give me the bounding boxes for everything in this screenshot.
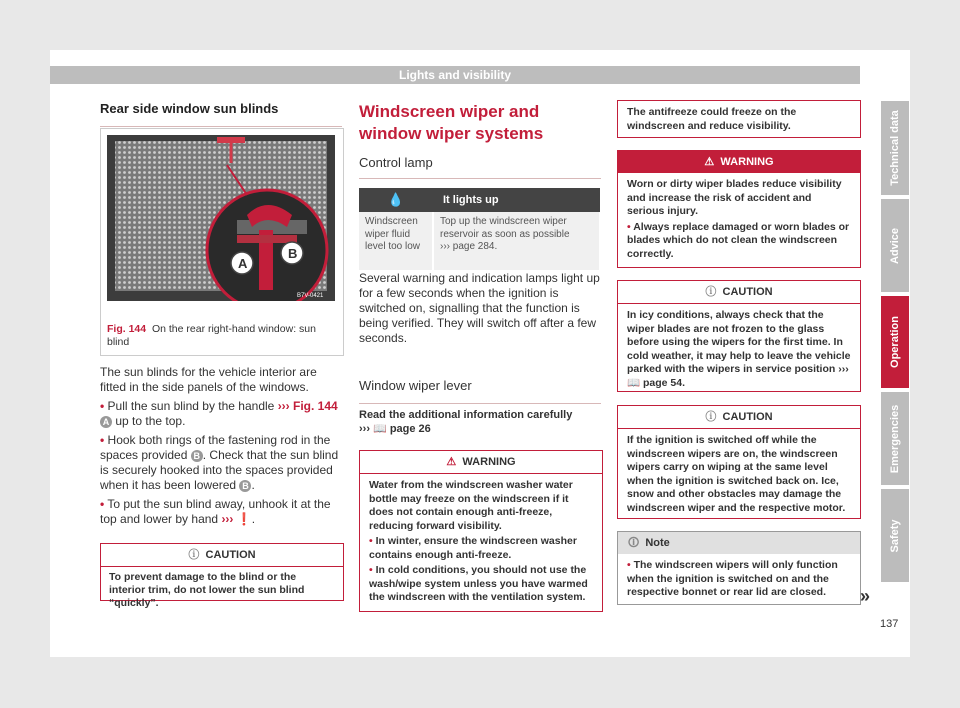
table-header-it-lights-up: It lights up: [433, 188, 600, 212]
sun-blinds-heading: Rear side window sun blinds: [100, 101, 279, 116]
antifreeze-text: The antifreeze could freeze on the windscreen and reduce visibility.: [627, 106, 797, 132]
intro-paragraph: The sun blinds for the vehicle interior are fitted in the side panels of the windows.: [100, 365, 317, 394]
figure-label-a: A: [238, 256, 248, 271]
section-title: Lights and visibility: [398, 68, 511, 82]
page-number: 137: [880, 618, 899, 630]
wiper-title: Windscreen wiper and window wiper systems: [359, 102, 544, 143]
tab-safety[interactable]: Safety: [881, 489, 909, 582]
list-item: • To put the sun blind away, unhook it at the top and lower by hand ››› ❗.: [100, 497, 331, 526]
list-item: • Always replace damaged or worn blades or blades which do not clean the windscreen correctly.: [627, 220, 850, 260]
page-link[interactable]: ››› page 284.: [440, 241, 498, 252]
warning-box: [359, 450, 603, 612]
caution-icon: ⓘ: [705, 411, 717, 423]
warning-body: Water from the windscreen washer water bottle may freeze on the windscreen if it does not contain enough anti-freeze, reducing forward visibility. • In winter, ensure the windscreen washer contains enough anti-freeze. • In cold conditions, you should not use the wash/wipe system unless you have warmed the windscreen with the ventilation system.: [360, 474, 602, 610]
caption-text: On the rear right-hand window: sun blind: [107, 323, 316, 348]
label-b-badge: B: [191, 450, 203, 462]
caution-text: If the ignition is switched off while the windscreen wipers are on, the windscreen wipers carry on wiping at the same level when the ignition is switched back on. Ice, snow and other obstacles may damage the windscreen wiper and the respective motor.: [627, 434, 846, 514]
tab-operation[interactable]: Operation: [881, 296, 909, 388]
divider: [359, 403, 601, 404]
table-cell-action: Top up the windscreen wiper reservoir as soon as possible ››› page 284.: [433, 212, 600, 270]
warning-header: ⚠ WARNING: [618, 151, 860, 173]
warning-icon: ⚠: [446, 456, 457, 468]
warning-header: ⚠ WARNING: [360, 451, 602, 474]
list-item: • Hook both rings of the fastening rod in the spaces provided B . Check that the sun blind is securely hooked into the spaces provided when it has been lowered B .: [100, 433, 339, 492]
list-item: • The windscreen wipers will only function when the ignition is switched on and the respective bonnet or rear lid are closed.: [627, 559, 838, 598]
note-icon: 🛈: [628, 537, 640, 549]
divider: [359, 178, 601, 179]
sun-blind-instructions: [100, 365, 342, 527]
warning-body: Worn or dirty wiper blades reduce visibility and increase the risk of accident and serious injury. • Always replace damaged or worn blades or blades which do not clean the windscreen correctly.: [627, 178, 850, 260]
caution-header: ⓘ CAUTION: [618, 406, 860, 429]
figure-caption: [107, 323, 335, 349]
caution-header: ⓘ CAUTION: [101, 544, 343, 567]
lever-heading-block: [359, 378, 601, 404]
tab-emergencies[interactable]: Emergencies: [881, 392, 909, 485]
fig-link[interactable]: ››› Fig. 144: [277, 399, 338, 413]
divider: [100, 126, 342, 127]
book-icon: 📖: [627, 376, 641, 389]
warning-ref-icon: ❗: [236, 512, 252, 526]
caution-box: [100, 543, 344, 609]
figure-number: Fig. 144: [107, 323, 147, 335]
caution-icon: ⓘ: [705, 286, 717, 298]
list-item: • In cold conditions, you should not use the wash/wipe system unless you have warmed the windscreen with the ventilation system.: [369, 564, 588, 603]
page-54-link[interactable]: ››› 📖 page 54.: [627, 363, 849, 389]
sun-blind-illustration: [107, 135, 335, 301]
warning-ref-link[interactable]: ››› ❗: [221, 512, 252, 526]
figure-144: [100, 128, 344, 356]
lamp-icon-cell: [359, 188, 433, 212]
lamp-paragraph: Several warning and indication lamps light up for a few seconds when the ignition is switched on, signalling that the function is being verified. They will switch off after a few seconds.: [359, 271, 600, 345]
book-icon: 📖: [373, 423, 387, 435]
warning-icon: ⚠: [704, 156, 715, 168]
caution-header: ⓘ CAUTION: [618, 281, 860, 304]
table-cell-condition: Windscreen wiper fluid level too low: [359, 212, 433, 270]
label-b-badge: B: [239, 480, 251, 492]
read-more: Read the additional information carefully ››› 📖 page 26: [359, 408, 601, 436]
list-item: • In winter, ensure the windscreen washer contains enough anti-freeze.: [369, 535, 577, 561]
sun-blind-photo: [107, 135, 335, 301]
figure-label-b: B: [288, 246, 298, 261]
wiper-section: [359, 101, 601, 179]
caution-body: In icy conditions, always check that the wiper blades are not frozen to the glass before using the wipers for the first time. In cold weather, it may help to leave the vehicle parked with the wipers in service position ››› 📖 page 54.: [627, 309, 851, 389]
page-header: [50, 66, 860, 84]
wiper-warning-box: [617, 150, 861, 268]
caution-text: To prevent damage to the blind or the interior trim, do not lower the sun blind “quickly”.: [109, 571, 305, 609]
caution-icon: ⓘ: [188, 549, 200, 561]
page-26-link[interactable]: ››› 📖 page 26: [359, 423, 431, 435]
caution-box-ignition: [617, 405, 861, 519]
wiper-fluid-icon: 💧: [387, 192, 405, 207]
label-a-badge: A: [100, 416, 112, 428]
window-wiper-lever-heading: Window wiper lever: [359, 378, 472, 393]
note-box: [617, 531, 861, 605]
continue-chevron-icon: »: [860, 586, 871, 606]
tab-technical-data[interactable]: Technical data: [881, 101, 909, 195]
control-lamp-heading: Control lamp: [359, 155, 433, 170]
list-item: • Pull the sun blind by the handle ››› Fig. 144 A up to the top.: [100, 399, 338, 428]
tab-advice[interactable]: Advice: [881, 199, 909, 292]
left-heading-block: [100, 101, 342, 127]
figure-code: B7V-0421: [297, 293, 324, 299]
note-header: 🛈 Note: [618, 532, 860, 554]
antifreeze-box: [617, 100, 861, 138]
caution-box-icy: [617, 280, 861, 392]
control-lamp-table: [359, 188, 601, 270]
